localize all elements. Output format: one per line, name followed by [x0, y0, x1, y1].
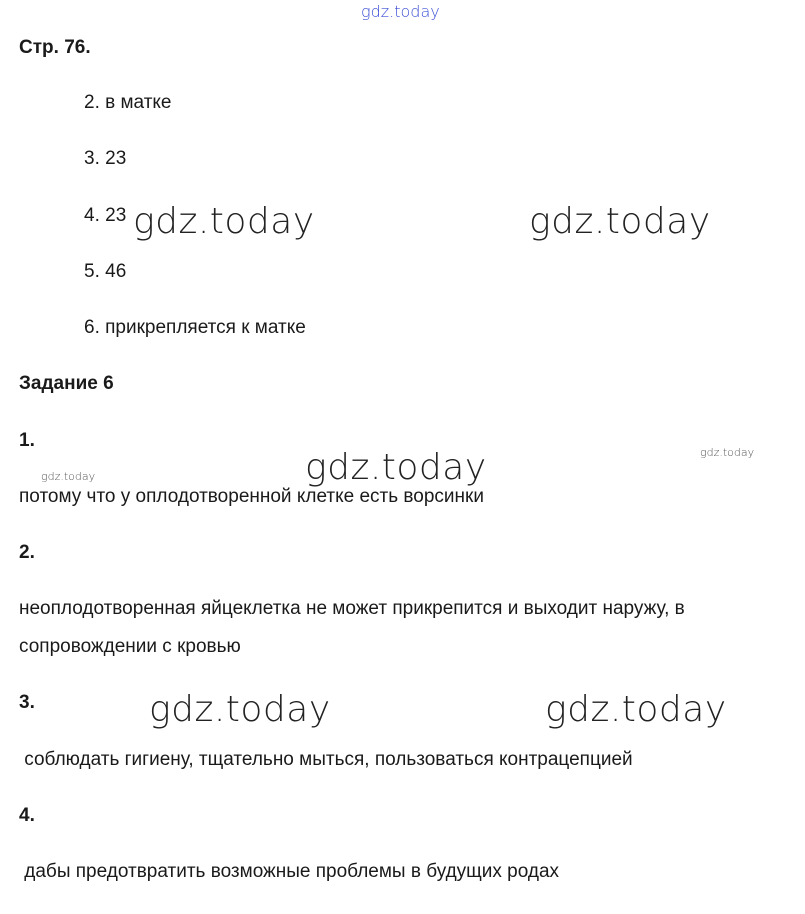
answer-text: дабы предотвратить возможные проблемы в будущих родах — [19, 861, 560, 882]
answer-number: 1. — [19, 430, 35, 451]
watermark-top: gdz.today — [361, 2, 440, 21]
watermark: gdz.today — [305, 447, 487, 488]
list-item: 3. 23 — [84, 148, 127, 169]
watermark-small: gdz.today — [700, 446, 755, 459]
answer-number: 3. — [19, 692, 35, 713]
answer-number: 2. — [19, 542, 35, 563]
list-item: 5. 46 — [84, 261, 127, 282]
watermark: gdz.today — [133, 201, 315, 242]
answer-number: 4. — [19, 805, 35, 826]
watermark: gdz.today — [529, 201, 711, 242]
list-item: 6. прикрепляется к матке — [84, 317, 306, 338]
watermark: gdz.today — [149, 689, 331, 730]
list-item: 2. в матке — [84, 92, 172, 113]
task-heading: Задание 6 — [19, 373, 114, 394]
answer-text: неоплодотворенная яйцеклетка не может прикрепится и выходит наружу, в — [19, 598, 685, 619]
watermark-small: gdz.today — [41, 470, 96, 483]
answer-text: соблюдать гигиену, тщательно мыться, пользоваться контрацепцией — [19, 749, 633, 770]
answer-text: сопровождении с кровью — [19, 636, 241, 657]
watermark: gdz.today — [545, 689, 727, 730]
page-title: Стр. 76. — [19, 37, 91, 58]
answer-text: потому что у оплодотворенной клетке есть ворсинки — [19, 486, 484, 507]
list-item: 4. 23 — [84, 205, 127, 226]
